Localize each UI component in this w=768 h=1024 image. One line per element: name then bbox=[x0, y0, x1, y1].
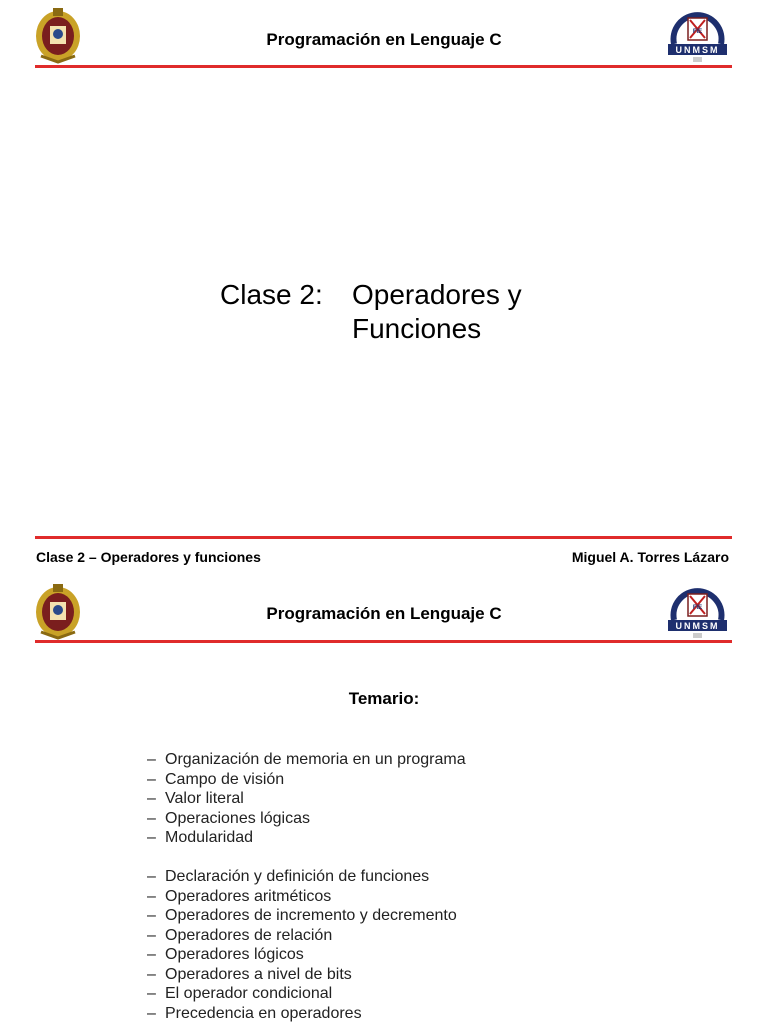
list-item: – Declaración y definición de funciones bbox=[147, 868, 430, 885]
list-item: – Organización de memoria en un programa bbox=[147, 751, 466, 768]
fie-text: FIE bbox=[692, 605, 703, 611]
list-item: – Modularidad bbox=[147, 829, 254, 846]
list-item: – Precedencia en operadores bbox=[147, 1004, 362, 1022]
list-item: – Campo de visión bbox=[147, 770, 285, 788]
footer-rule bbox=[35, 536, 732, 539]
list-item: – Operadores de incremento y decremento bbox=[147, 907, 457, 924]
list-item: – Operadores a nivel de bits bbox=[147, 965, 352, 983]
unmsm-fie-logo bbox=[666, 580, 729, 640]
fie-text: FIE bbox=[692, 29, 703, 35]
unmsm-text: UNMSM bbox=[675, 621, 720, 631]
slide-2 bbox=[0, 576, 768, 1024]
list-item: – Valor literal bbox=[147, 790, 244, 807]
slide-title-text: Operadores y Funciones bbox=[352, 279, 522, 344]
header-title: Programación en Lenguaje C bbox=[266, 30, 502, 49]
footer-course: Clase 2 – Operadores y funciones bbox=[36, 549, 261, 565]
agenda-heading: Temario: bbox=[348, 689, 420, 708]
list-item: – El operador condicional bbox=[147, 985, 333, 1002]
list-item: – Operadores lógicos bbox=[147, 946, 304, 963]
list-item: – Operadores aritméticos bbox=[147, 887, 332, 905]
slide-title-label: Clase 2: bbox=[220, 279, 323, 310]
header-rule bbox=[35, 65, 732, 68]
list-item: – Operadores de relación bbox=[147, 926, 333, 944]
header-rule bbox=[35, 640, 732, 643]
topic-list-2 bbox=[147, 867, 457, 1023]
list-item: – Operaciones lógicas bbox=[147, 809, 310, 827]
unmsm-fie-logo bbox=[666, 4, 729, 64]
unmsm-text: UNMSM bbox=[675, 45, 720, 55]
topic-list-1 bbox=[147, 750, 466, 848]
header-title: Programación en Lenguaje C bbox=[266, 604, 502, 623]
footer-author: Miguel A. Torres Lázaro bbox=[571, 549, 729, 565]
